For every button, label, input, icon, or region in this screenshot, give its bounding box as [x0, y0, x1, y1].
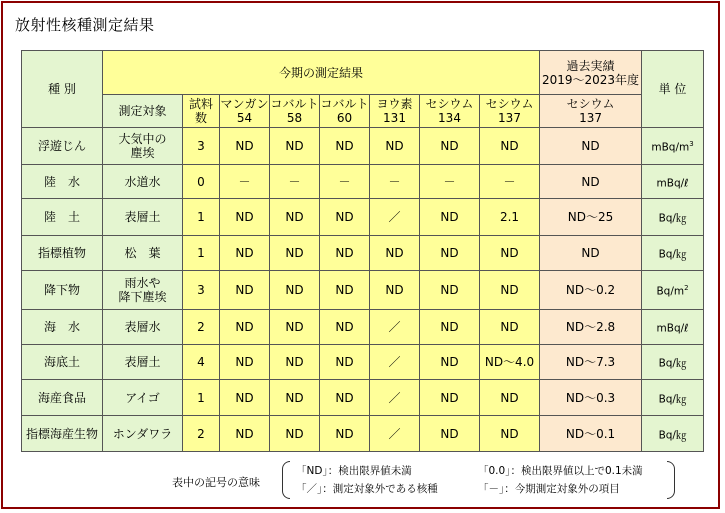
row-target-line: 松 葉	[124, 246, 161, 260]
legend-item-nd: 「ND」：検出限界値未満	[296, 465, 412, 477]
nuclide-mass: 134	[438, 111, 461, 125]
row-value: ND	[270, 345, 320, 380]
row-past-value: ND～0.1	[540, 416, 642, 452]
header-past-title: 過去実績	[566, 58, 615, 73]
header-target: 測定対象	[103, 95, 183, 128]
row-past-value: ND～25	[540, 199, 642, 236]
row-value: ND	[320, 380, 370, 416]
row-target-line: 大気中の	[118, 132, 167, 146]
row-value: ND	[420, 380, 480, 416]
row-target-line: 塵埃	[130, 146, 155, 160]
row-sample-count: 1	[183, 199, 220, 236]
row-value: ND	[320, 128, 370, 165]
row-category: 指標植物	[22, 236, 103, 271]
row-unit	[642, 416, 704, 452]
row-value: ND	[320, 236, 370, 271]
row-value: ND	[270, 310, 320, 345]
row-past-value: ND	[540, 128, 642, 165]
row-value: ND	[480, 310, 540, 345]
nuclide-mass: 137	[498, 111, 521, 125]
table-row	[22, 199, 704, 236]
table-row	[22, 416, 704, 452]
row-target	[103, 380, 183, 416]
row-value: ND	[420, 271, 480, 310]
row-value: ND	[220, 199, 270, 236]
row-value: ND	[420, 128, 480, 165]
row-value: ／	[370, 380, 420, 416]
row-past-value: ND～2.8	[540, 310, 642, 345]
table-row	[22, 128, 704, 165]
row-value: ND	[320, 271, 370, 310]
row-target-line: ホンダワラ	[112, 426, 173, 441]
row-past-value: ND～0.2	[540, 271, 642, 310]
row-category: 海 水	[22, 310, 103, 345]
row-target	[103, 271, 183, 310]
row-target	[103, 416, 183, 452]
page-title: 放射性核種測定結果	[15, 16, 155, 34]
header-past	[540, 51, 642, 95]
unit-superscript: 2	[684, 284, 689, 293]
row-value: ND	[420, 199, 480, 236]
row-value: ND	[220, 380, 270, 416]
row-category: 浮遊じん	[22, 128, 103, 165]
row-value: ND	[370, 236, 420, 271]
row-sample-count: 0	[183, 165, 220, 199]
header-category: 種 別	[22, 51, 103, 128]
row-value: ND	[220, 271, 270, 310]
unit-text: Bq/㎏	[658, 393, 687, 406]
row-unit	[642, 310, 704, 345]
row-category: 陸 水	[22, 165, 103, 199]
row-value: ND	[480, 236, 540, 271]
header-past-period: 2019～2023年度	[541, 72, 640, 87]
row-value: ND	[480, 416, 540, 452]
row-value: ND	[370, 271, 420, 310]
row-past-value: ND	[540, 236, 642, 271]
row-sample-count: 2	[183, 310, 220, 345]
legend-bracket-right	[667, 461, 675, 499]
header-nuclide	[270, 95, 320, 128]
row-value: ND	[220, 310, 270, 345]
row-unit	[642, 380, 704, 416]
header-current-period: 今期の測定結果	[103, 51, 540, 95]
row-value: －	[320, 165, 370, 199]
results-table	[21, 50, 704, 452]
unit-superscript: 3	[689, 140, 694, 149]
row-sample-count: 3	[183, 271, 220, 310]
row-target-line: 表層水	[124, 320, 161, 334]
row-value: ND～4.0	[480, 345, 540, 380]
row-sample-count: 2	[183, 416, 220, 452]
row-category: 海底土	[22, 345, 103, 380]
header-nuclide	[480, 95, 540, 128]
row-category: 指標海産生物	[22, 416, 103, 452]
row-past-value: ND～7.3	[540, 345, 642, 380]
header-samples-line1: 試料	[188, 97, 213, 111]
header-nuclide	[320, 95, 370, 128]
nuclide-mass: 137	[579, 111, 602, 125]
row-value: ND	[270, 128, 320, 165]
row-value: ND	[480, 271, 540, 310]
row-target-line: 表層土	[124, 210, 161, 224]
row-category: 陸 土	[22, 199, 103, 236]
row-unit	[642, 345, 704, 380]
nuclide-mass: 131	[383, 111, 406, 125]
row-value: －	[370, 165, 420, 199]
row-value: ND	[220, 345, 270, 380]
unit-text: mBq/m	[651, 141, 690, 154]
legend-label: 表中の記号の意味	[172, 476, 260, 489]
row-target-line: 雨水や	[124, 276, 161, 290]
row-past-value: ND～0.3	[540, 380, 642, 416]
row-category: 海産食品	[22, 380, 103, 416]
row-value: ND	[420, 310, 480, 345]
legend-item-slash: 「／」：測定対象外である核種	[296, 483, 438, 495]
row-value: ND	[370, 128, 420, 165]
unit-text: Bq/㎏	[658, 248, 687, 261]
row-value: －	[480, 165, 540, 199]
table-row	[22, 165, 704, 199]
table-row	[22, 236, 704, 271]
legend-item-dash: 「－」：今期測定対象外の項目	[478, 483, 620, 495]
unit-text: Bq/m	[656, 285, 685, 298]
row-target	[103, 199, 183, 236]
row-value: ND	[270, 271, 320, 310]
nuclide-name: マンガン	[220, 97, 269, 111]
legend-item-zero: 「0.0」：検出限界値以上で0.1未満	[478, 465, 643, 477]
row-value: ND	[320, 416, 370, 452]
row-target	[103, 165, 183, 199]
row-value: ND	[420, 416, 480, 452]
row-value: ／	[370, 416, 420, 452]
row-target	[103, 128, 183, 165]
row-value: －	[270, 165, 320, 199]
legend-box	[282, 461, 675, 499]
row-unit	[642, 199, 704, 236]
row-value: ND	[270, 236, 320, 271]
nuclide-mass: 60	[336, 111, 353, 125]
table-row	[22, 271, 704, 310]
row-value: ／	[370, 345, 420, 380]
row-sample-count: 4	[183, 345, 220, 380]
row-value: ND	[220, 416, 270, 452]
row-target-line: 降下塵埃	[118, 290, 167, 304]
row-value: ND	[320, 345, 370, 380]
row-target-line: 水道水	[124, 174, 161, 189]
row-past-value: ND	[540, 165, 642, 199]
row-sample-count: 1	[183, 236, 220, 271]
row-unit	[642, 128, 704, 165]
row-value: ND	[420, 345, 480, 380]
row-target	[103, 310, 183, 345]
unit-text: Bq/㎏	[658, 429, 687, 442]
table-row	[22, 380, 704, 416]
row-value: ／	[370, 310, 420, 345]
row-value: ND	[320, 310, 370, 345]
legend-bracket-left	[282, 461, 290, 499]
nuclide-name: セシウム	[485, 97, 534, 111]
row-value: ND	[220, 128, 270, 165]
nuclide-mass: 54	[236, 111, 253, 125]
header-past-nuclide	[540, 95, 642, 128]
row-unit	[642, 236, 704, 271]
row-unit	[642, 271, 704, 310]
unit-text: mBq/ℓ	[656, 177, 689, 190]
row-value: ND	[420, 236, 480, 271]
row-value: ND	[270, 380, 320, 416]
row-target-line: 表層土	[124, 355, 161, 369]
row-value: ND	[480, 128, 540, 165]
header-samples	[183, 95, 220, 128]
header-nuclide	[370, 95, 420, 128]
row-value: ND	[270, 416, 320, 452]
nuclide-name: コバルト	[320, 97, 369, 111]
row-category: 降下物	[22, 271, 103, 310]
row-value: ND	[320, 199, 370, 236]
row-unit	[642, 165, 704, 199]
unit-text: Bq/㎏	[658, 357, 687, 370]
row-value: －	[220, 165, 270, 199]
header-nuclide	[220, 95, 270, 128]
row-target	[103, 345, 183, 380]
nuclide-name: ヨウ素	[376, 97, 413, 111]
row-target	[103, 236, 183, 271]
row-value: 2.1	[480, 199, 540, 236]
unit-text: mBq/ℓ	[656, 322, 689, 335]
header-unit: 単 位	[642, 51, 704, 128]
row-value: ND	[480, 380, 540, 416]
row-value: ／	[370, 199, 420, 236]
header-samples-line2: 数	[194, 111, 207, 125]
nuclide-name: コバルト	[270, 97, 319, 111]
unit-text: Bq/㎏	[658, 212, 687, 225]
nuclide-mass: 58	[286, 111, 303, 125]
row-value: ND	[220, 236, 270, 271]
table-row	[22, 345, 704, 380]
row-value: ND	[270, 199, 320, 236]
row-target-line: アイゴ	[125, 390, 160, 405]
row-sample-count: 1	[183, 380, 220, 416]
nuclide-name: セシウム	[425, 97, 474, 111]
nuclide-name: セシウム	[566, 97, 615, 111]
row-value: －	[420, 165, 480, 199]
header-nuclide	[420, 95, 480, 128]
row-sample-count: 3	[183, 128, 220, 165]
table-row	[22, 310, 704, 345]
